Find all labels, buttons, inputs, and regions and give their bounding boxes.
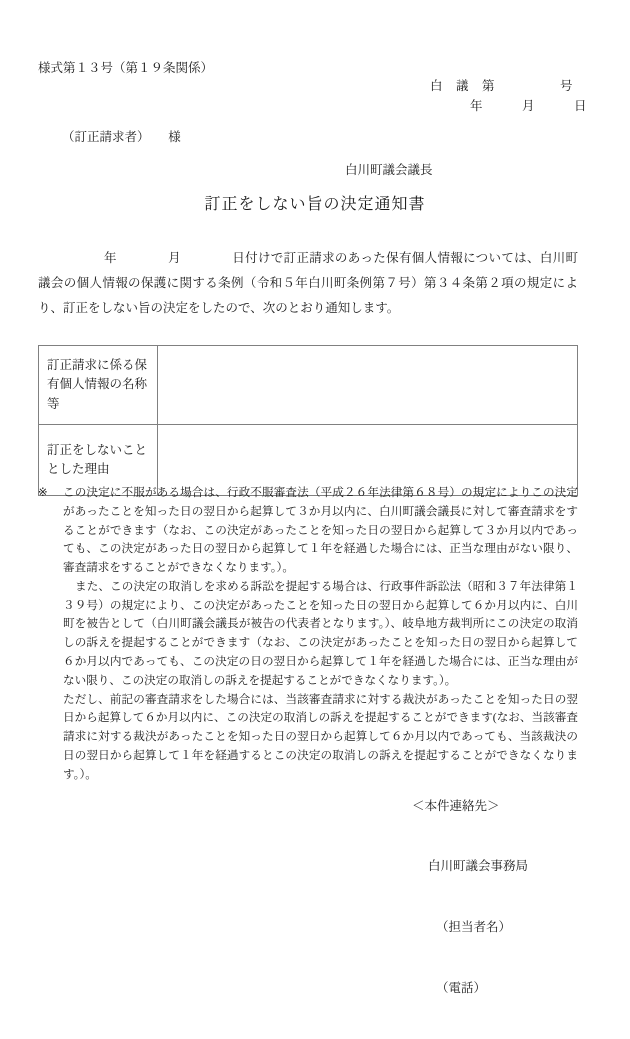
table-row-label: 訂正をしないこととした理由 xyxy=(39,425,158,496)
contact-office: 白川町議会事務局 xyxy=(428,859,529,874)
legal-notice-text-3: ただし、前記の審査請求をした場合には、当該審査請求に対する裁決があったことを知った日の翌日から起算して６か月以内に、この決定の取消しの訴えを提起することができます(なお、当該審査請求に対する裁決があったことを知った日の翌日から起算して６か月以内であっても、当該裁決の日の翌日から起算して１年を経過するとこの決定の取消しの訴えを提起することができなくなります。）。 xyxy=(63,692,578,781)
addressee-line: （訂正請求者） 様 xyxy=(62,130,181,144)
note-marker-icon: ※ xyxy=(38,486,48,499)
page-title: 訂正をしない旨の決定通知書 xyxy=(204,196,426,213)
document-number-field: 白 議 第 号 xyxy=(430,79,574,93)
form-number: 様式第１３号（第１９条関係） xyxy=(38,61,214,75)
document-date-field: 年 月 日 xyxy=(470,99,588,113)
table-row-value[interactable] xyxy=(158,346,578,425)
table-row-label: 訂正請求に係る保有個人情報の名称等 xyxy=(39,346,158,425)
issuer-name: 白川町議会議長 xyxy=(345,163,433,177)
contact-block xyxy=(412,755,528,1039)
table-row xyxy=(39,346,578,425)
legal-notice-paragraph-1 xyxy=(38,484,578,578)
legal-notice-text-2: また、この決定の取消しを求める訴訟を提起する場合は、行政事件訴訟法（昭和３７年法律第１３９号）の規定により、この決定があったことを知った日の翌日から起算して６か月以内に、白川町を被告として（白川町議会議長が被告の代表者となります。）、岐阜地方裁判所にこの決定の取消しの訴えを提起することができます（なお、この決定があったことを知った日の翌日から起算して６か月以内であっても、この決定の日の翌日から起算して１年を経過した場合には、正当な理由がない限り、この決定の取消しの訴えを提起することができなくなります。）。 xyxy=(63,579,578,687)
contact-heading: ＜本件連絡先＞ xyxy=(412,798,500,813)
information-table xyxy=(38,345,578,496)
legal-notice-block xyxy=(38,484,578,785)
contact-person: （担当者名） xyxy=(436,920,512,934)
legal-notice-text-1: この決定に不服がある場合は、行政不服審査法（平成２６年法律第６８号）の規定によりこの決定があったことを知った日の翌日から起算して３か月以内に、白川町議会議長に対して審査請求をすることができます（なお、この決定があったことを知った日の翌日から起算して３か月以内であっても、この決定があった日の翌日から起算して１年を経過した場合には、正当な理由がない限り、審査請求をすることができなくなります。）。 xyxy=(63,486,578,575)
contact-phone: （電話） xyxy=(436,980,487,995)
body-paragraph: 年 月 日付けで訂正請求のあった保有個人情報については、白川町議会の個人情報の保護に関する条例（令和５年白川町条例第７号）第３４条第２項の規定により、訂正をしない旨の決定をしたので、次のとおり通知します。 xyxy=(38,251,578,315)
